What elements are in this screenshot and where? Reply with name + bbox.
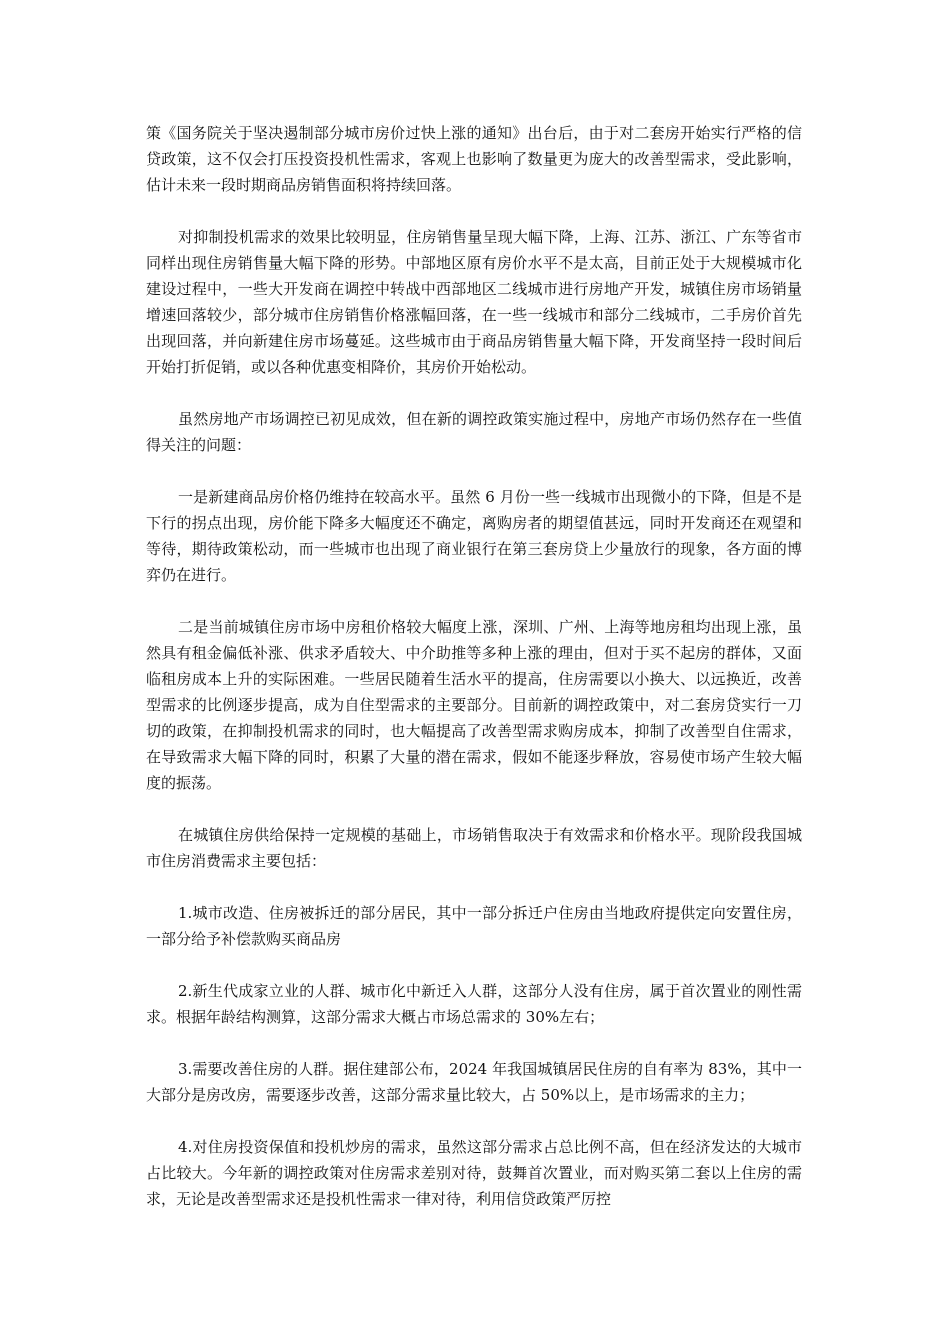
- list-item-2: 2.新生代成家立业的人群、城市化中新迁入人群，这部分人没有住房，属于首次置业的刚性需求。根据年龄结构测算，这部分需求大概占市场总需求的 30%左右；: [146, 982, 802, 1026]
- paragraph-4: 一是新建商品房价格仍维持在较高水平。虽然 6 月份一些一线城市出现微小的下降，但是不是下行的拐点出现，房价能下降多大幅度还不确定，离购房者的期望值甚远，同时开发商还在观望和等待，期待政策松动，而一些城市也出现了商业银行在第三套房贷上少量放行的现象，各方面的博弈仍在进行。: [146, 488, 802, 584]
- paragraph-1: 策《国务院关于坚决遏制部分城市房价过快上涨的通知》出台后，由于对二套房开始实行严格的信贷政策，这不仅会打压投资投机性需求，客观上也影响了数量更为庞大的改善型需求，受此影响，估计未来一段时期商品房销售面积将持续回落。: [146, 124, 802, 194]
- paragraph-5: 二是当前城镇住房市场中房租价格较大幅度上涨，深圳、广州、上海等地房租均出现上涨，虽然具有租金偏低补涨、供求矛盾较大、中介助推等多种上涨的理由，但对于买不起房的群体，又面临租房成本上升的实际困难。一些居民随着生活水平的提高，住房需要以小换大、以远换近，改善型需求的比例逐步提高，成为自住型需求的主要部分。目前新的调控政策中，对二套房贷实行一刀切的政策，在抑制投机需求的同时，也大幅提高了改善型需求购房成本，抑制了改善型自住需求，在导致需求大幅下降的同时，积累了大量的潜在需求，假如不能逐步释放，容易使市场产生较大幅度的振荡。: [146, 618, 802, 792]
- list-item-3: 3.需要改善住房的人群。据住建部公布，2024 年我国城镇居民住房的自有率为 83%，其中一大部分是房改房，需要逐步改善，这部分需求量比较大，占 50%以上，是市场需求的主力；: [146, 1060, 802, 1104]
- document-body: [146, 120, 802, 1238]
- paragraph-2: 对抑制投机需求的效果比较明显，住房销售量呈现大幅下降，上海、江苏、浙江、广东等省市同样出现住房销售量大幅下降的形势。中部地区原有房价水平不是太高，目前正处于大规模城市化建设过程中，一些大开发商在调控中转战中西部地区二线城市进行房地产开发，城镇住房市场销量增速回落较少，部分城市住房销售价格涨幅回落，在一些一线城市和部分二线城市，二手房价首先出现回落，并向新建住房市场蔓延。这些城市由于商品房销售量大幅下降，开发商坚持一段时间后开始打折促销，或以各种优惠变相降价，其房价开始松动。: [146, 228, 802, 376]
- paragraph-6: 在城镇住房供给保持一定规模的基础上，市场销售取决于有效需求和价格水平。现阶段我国城市住房消费需求主要包括：: [146, 826, 802, 870]
- list-item-4: 4.对住房投资保值和投机炒房的需求，虽然这部分需求占总比例不高，但在经济发达的大城市占比较大。今年新的调控政策对住房需求差别对待，鼓舞首次置业，而对购买第二套以上住房的需求，无论是改善型需求还是投机性需求一律对待，利用信贷政策严厉控: [146, 1138, 802, 1208]
- list-item-1: 1.城市改造、住房被拆迁的部分居民，其中一部分拆迁户住房由当地政府提供定向安置住房，一部分给予补偿款购买商品房: [146, 904, 802, 948]
- paragraph-3: 虽然房地产市场调控已初见成效，但在新的调控政策实施过程中，房地产市场仍然存在一些值得关注的问题：: [146, 410, 802, 454]
